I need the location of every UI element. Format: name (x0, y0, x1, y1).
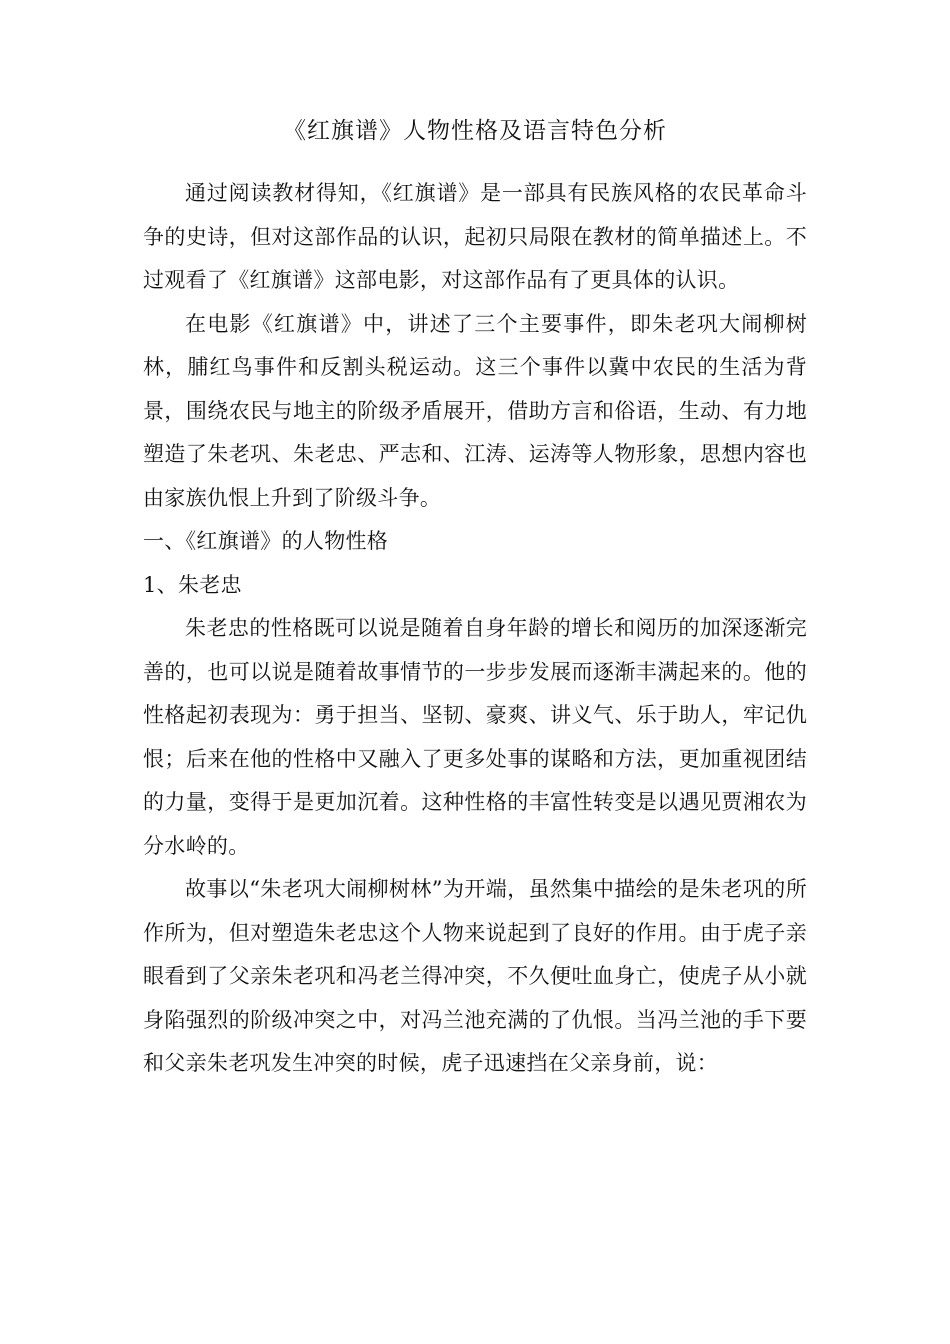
intro-paragraph-2: 在电影《红旗谱》中，讲述了三个主要事件，即朱老巩大闹柳树林，脯红鸟事件和反割头税运动。这三个事件以冀中农民的生活为背景，围绕农民与地主的阶级矛盾展开，借助方言和俗语，生动、有力地塑造了朱老巩、朱老忠、严志和、江涛、运涛等人物形象，思想内容也由家族仇恨上升到了阶级斗争。 (143, 311, 807, 510)
subsection-heading: 1、朱老忠 (143, 572, 242, 597)
document-title: 《红旗谱》人物性格及语言特色分析 (283, 118, 667, 144)
document-body (143, 172, 807, 1086)
section-paragraph-2: 故事以“朱老巩大闹柳树林”为开端，虽然集中描绘的是朱老巩的所作所为，但对塑造朱老忠这个人物来说起到了良好的作用。由于虎子亲眼看到了父亲朱老巩和冯老兰得冲突，不久便吐血身亡，使虎子从小就身陷强烈的阶级冲突之中，对冯兰池充满的了仇恨。当冯兰池的手下要和父亲朱老巩发生冲突的时候，虎子迅速挡在父亲身前，说： (143, 877, 807, 1075)
section-heading: 一、《红旗谱》的人物性格 (143, 529, 389, 553)
section-paragraph-1: 朱老忠的性格既可以说是随着自身年龄的增长和阅历的加深逐渐完善的，也可以说是随着故事情节的一步步发展而逐渐丰满起来的。他的性格起初表现为：勇于担当、坚韧、豪爽、讲义气、乐于助人，牢记仇恨；后来在他的性格中又融入了更多处事的谋略和方法，更加重视团结的力量，变得于是更加沉着。这种性格的丰富性转变是以遇见贾湘农为分水岭的。 (143, 616, 807, 858)
intro-paragraph-1: 通过阅读教材得知，《红旗谱》是一部具有民族风格的农民革命斗争的史诗，但对这部作品的认识，起初只局限在教材的简单描述上。不过观看了《红旗谱》这部电影，对这部作品有了更具体的认识。 (143, 181, 807, 292)
